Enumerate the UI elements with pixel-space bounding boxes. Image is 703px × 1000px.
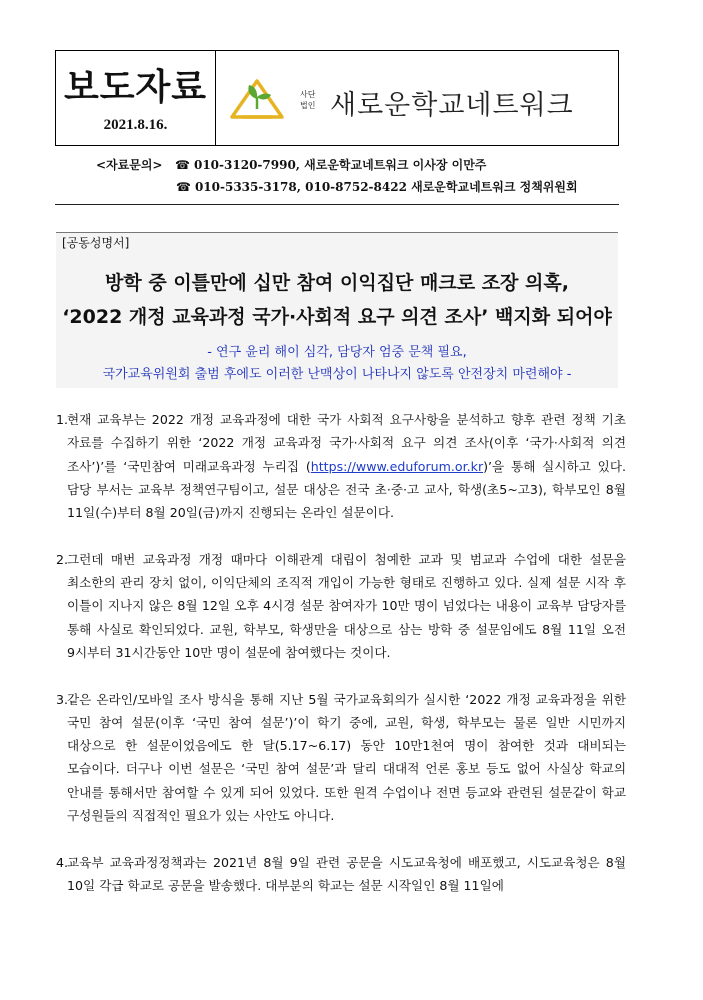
paragraph-text-part: )’을 통해 실시하고 있다. 담당 부서는 교육부 정책연구팀이고, 설문 대상은 전국 초·중·고 교사, 학생(초5~고3), 학부모인 8월 11일(수)부터 8월 20일(금)까지 진행되는 온라인 설문이다. bbox=[67, 458, 626, 521]
paragraph-4 bbox=[56, 851, 626, 898]
subheadline-line-2: 국가교육위원회 출범 후에도 이러한 난맥상이 나타나지 않도록 안전장치 마련해야 - bbox=[102, 367, 572, 382]
contact-phone: 010-3120-7990, bbox=[193, 158, 300, 172]
house-sprout-icon bbox=[228, 73, 286, 123]
paragraph-number: 1. bbox=[56, 412, 69, 427]
paragraph-3 bbox=[56, 688, 626, 828]
org-prefix-bottom: 법인 bbox=[300, 101, 316, 110]
subheadline-line-1: - 연구 윤리 해이 심각, 담당자 엄중 문책 필요, bbox=[207, 345, 467, 360]
statement-tag: [공동성명서] bbox=[62, 236, 130, 250]
paragraph-number: 2. bbox=[56, 551, 69, 567]
press-date: 2021.8.16. bbox=[103, 117, 168, 133]
paragraph-text: 그런데 매번 교육과정 개정 때마다 이해관계 대립이 첨예한 교과 및 범교과 수업에 대한 설문을 최소한의 관리 장치 없이, 이익단체의 조직적 개입이 가능한 형태로 진행하고 있다. 실제 설문 시작 후 이틀이 지나지 않은 8월 12일 오후 4시경 설문 참여자가 10만 명이 넘었다는 내용이 교육부 담당자를 통해 사실로 확인되었다. 교원, 학부모, 학생만을 대상으로 삼는 방학 중 설문임에도 8월 11일 오전 9시부터 31시간동안 10만 명이 설문에 참여했다는 것이다. bbox=[67, 551, 626, 660]
contact-label: <자료문의> bbox=[96, 158, 163, 172]
contact-person: 새로운학교네트워크 이사장 이만주 bbox=[304, 158, 487, 172]
press-release-title: 보도자료 bbox=[63, 67, 208, 108]
contact-person: 새로운학교네트워크 정책위원회 bbox=[411, 180, 578, 194]
org-name: 새로운학교네트워크 bbox=[330, 90, 574, 121]
paragraph-number: 4. bbox=[56, 854, 69, 870]
press-header-left bbox=[56, 51, 216, 145]
contact-line-1 bbox=[96, 156, 486, 173]
headline-line-1: 방학 중 이틀만에 십만 참여 이익집단 매크로 조장 의혹, bbox=[105, 272, 569, 294]
phone-icon: ☎ bbox=[175, 158, 190, 172]
press-header-box bbox=[55, 50, 619, 146]
paragraph-text: 같은 온라인/모바일 조사 방식을 통해 지난 5월 국가교육회의가 실시한 ‘2022 개정 교육과정을 위한 국민 참여 설문(이후 ‘국민 참여 설문’)’이 학기 중에, 교원, 학생, 학부모는 물론 일반 시민까지 대상으로 한 설문이었음에도 한 달(5.17~6.17) 동안 10만1천여 명이 참여한 것과 대비되는 모습이다. 더구나 이번 설문은 ‘국민 참여 설문’과 달리 대대적 언론 홍보 등도 없어 사실상 학교의 안내를 통해서만 참여할 수 있게 되어 있었다. 또한 원격 수업이나 전면 등교와 관련된 설문같이 학교 구성원들의 직접적인 필요가 있는 사안도 아니다. bbox=[67, 691, 626, 824]
header-divider bbox=[55, 204, 619, 205]
phone-icon: ☎ bbox=[176, 180, 191, 194]
org-prefix bbox=[300, 89, 315, 111]
paragraph-text bbox=[67, 408, 626, 524]
paragraph-number: 3. bbox=[56, 691, 69, 707]
contact-phone: 010-5335-3178, 010-8752-8422 bbox=[194, 180, 407, 194]
org-prefix-top: 사단 bbox=[300, 90, 316, 99]
headline-line-2: ‘2022 개정 교육과정 국가·사회적 요구 의견 조사’ 백지화 되어야 bbox=[62, 306, 612, 328]
paragraph-text-part: 현재 교육부는 2022 개정 교육과정에 대한 국가 사회적 요구사항을 분석하고 향후 관련 정책 기초 자료를 수집하기 위한 ‘2022 개정 교육과정 국가·사회적 요구 의견 조사(이후 ‘국가·사회적 의견 조사’)’를 ‘국민참여 미래교육과정 누리집 ( bbox=[67, 412, 626, 474]
body-text bbox=[56, 408, 626, 921]
contact-line-2 bbox=[176, 178, 578, 195]
paragraph-2 bbox=[56, 548, 626, 664]
paragraph-1 bbox=[56, 408, 626, 524]
paragraph-text: 교육부 교육과정정책과는 2021년 8월 9일 관련 공문을 시도교육청에 배포했고, 시도교육청은 8월 10일 각급 학교로 공문을 발송했다. 대부분의 학교는 설문 시작일인 8월 11일에 bbox=[67, 854, 626, 893]
eduforum-link[interactable]: https://www.eduforum.or.kr bbox=[310, 458, 484, 474]
